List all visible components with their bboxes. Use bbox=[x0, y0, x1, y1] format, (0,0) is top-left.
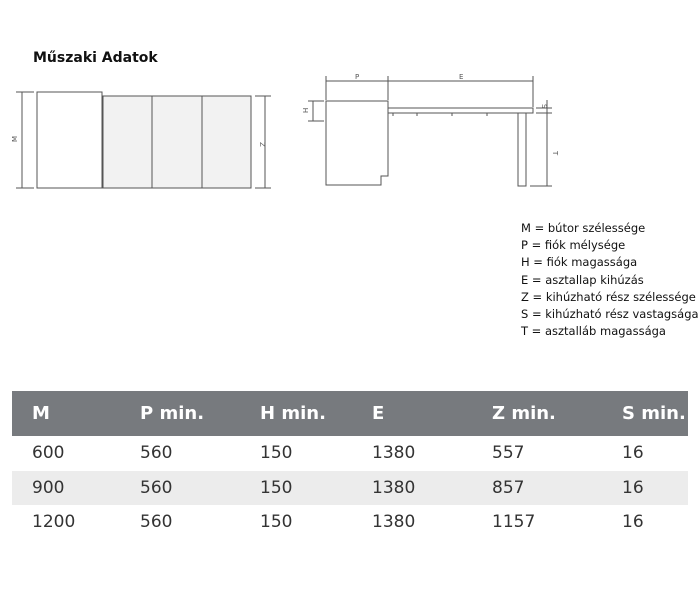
table-cell: 16 bbox=[622, 512, 644, 533]
column-header: E bbox=[372, 391, 492, 436]
table-cell: 1380 bbox=[372, 443, 416, 464]
table-cell: 16 bbox=[622, 471, 688, 506]
side-view-leg bbox=[518, 113, 526, 186]
column-header: M bbox=[12, 391, 140, 436]
table-cell: 560 bbox=[140, 471, 260, 506]
dim-label-s: S bbox=[540, 104, 548, 109]
column-header: S min. bbox=[622, 391, 688, 436]
side-view-top-plate bbox=[388, 108, 533, 113]
table-row bbox=[12, 436, 688, 471]
dim-label-t: T bbox=[551, 151, 559, 156]
table-cell: 1380 bbox=[372, 512, 416, 533]
table-header-row bbox=[12, 391, 688, 436]
dim-label-m: M bbox=[11, 135, 19, 142]
table-cell: 600 bbox=[32, 443, 65, 464]
table-cell: 150 bbox=[260, 512, 293, 533]
legend-item: H = fiók magassága bbox=[521, 255, 638, 270]
front-view-body bbox=[37, 92, 102, 188]
legend-item: T = asztalláb magassága bbox=[521, 324, 666, 339]
table-cell: 150 bbox=[260, 471, 372, 506]
table-cell: 900 bbox=[12, 471, 140, 506]
table-cell: 16 bbox=[622, 443, 644, 464]
dim-label-p: P bbox=[355, 73, 360, 81]
legend-item: M = bútor szélessége bbox=[521, 221, 646, 235]
front-view-panel-1 bbox=[103, 96, 152, 188]
table-cell: 150 bbox=[260, 443, 293, 464]
column-header: P min. bbox=[140, 391, 260, 436]
side-view-cabinet bbox=[326, 101, 388, 185]
technical-drawing bbox=[0, 0, 700, 220]
table-cell: 560 bbox=[140, 443, 173, 464]
table-cell: 557 bbox=[492, 443, 525, 464]
table-cell: 560 bbox=[140, 512, 173, 533]
table-cell: 1380 bbox=[372, 471, 492, 506]
legend-item: Z = kihúzható rész szélessége bbox=[521, 289, 696, 304]
page-title: Műszaki Adatok bbox=[33, 50, 158, 66]
front-view-panel-3 bbox=[202, 96, 251, 188]
column-header: H min. bbox=[260, 391, 372, 436]
dim-label-z: Z bbox=[258, 142, 266, 147]
dim-label-e: E bbox=[459, 73, 464, 81]
front-view-panel-2 bbox=[152, 96, 202, 188]
specs-table bbox=[12, 391, 688, 540]
dimension-legend bbox=[521, 220, 699, 340]
table-cell: 1200 bbox=[32, 512, 76, 533]
column-header: Z min. bbox=[492, 391, 622, 436]
legend-item: S = kihúzható rész vastagsága bbox=[521, 307, 699, 322]
table-cell: 1157 bbox=[492, 512, 536, 533]
table-cell: 857 bbox=[492, 471, 622, 506]
dim-label-h: H bbox=[302, 107, 310, 113]
table-row bbox=[12, 505, 688, 540]
table-row bbox=[12, 471, 688, 506]
legend-item: P = fiók mélysége bbox=[521, 238, 626, 253]
legend-item: E = asztallap kihúzás bbox=[521, 272, 644, 287]
